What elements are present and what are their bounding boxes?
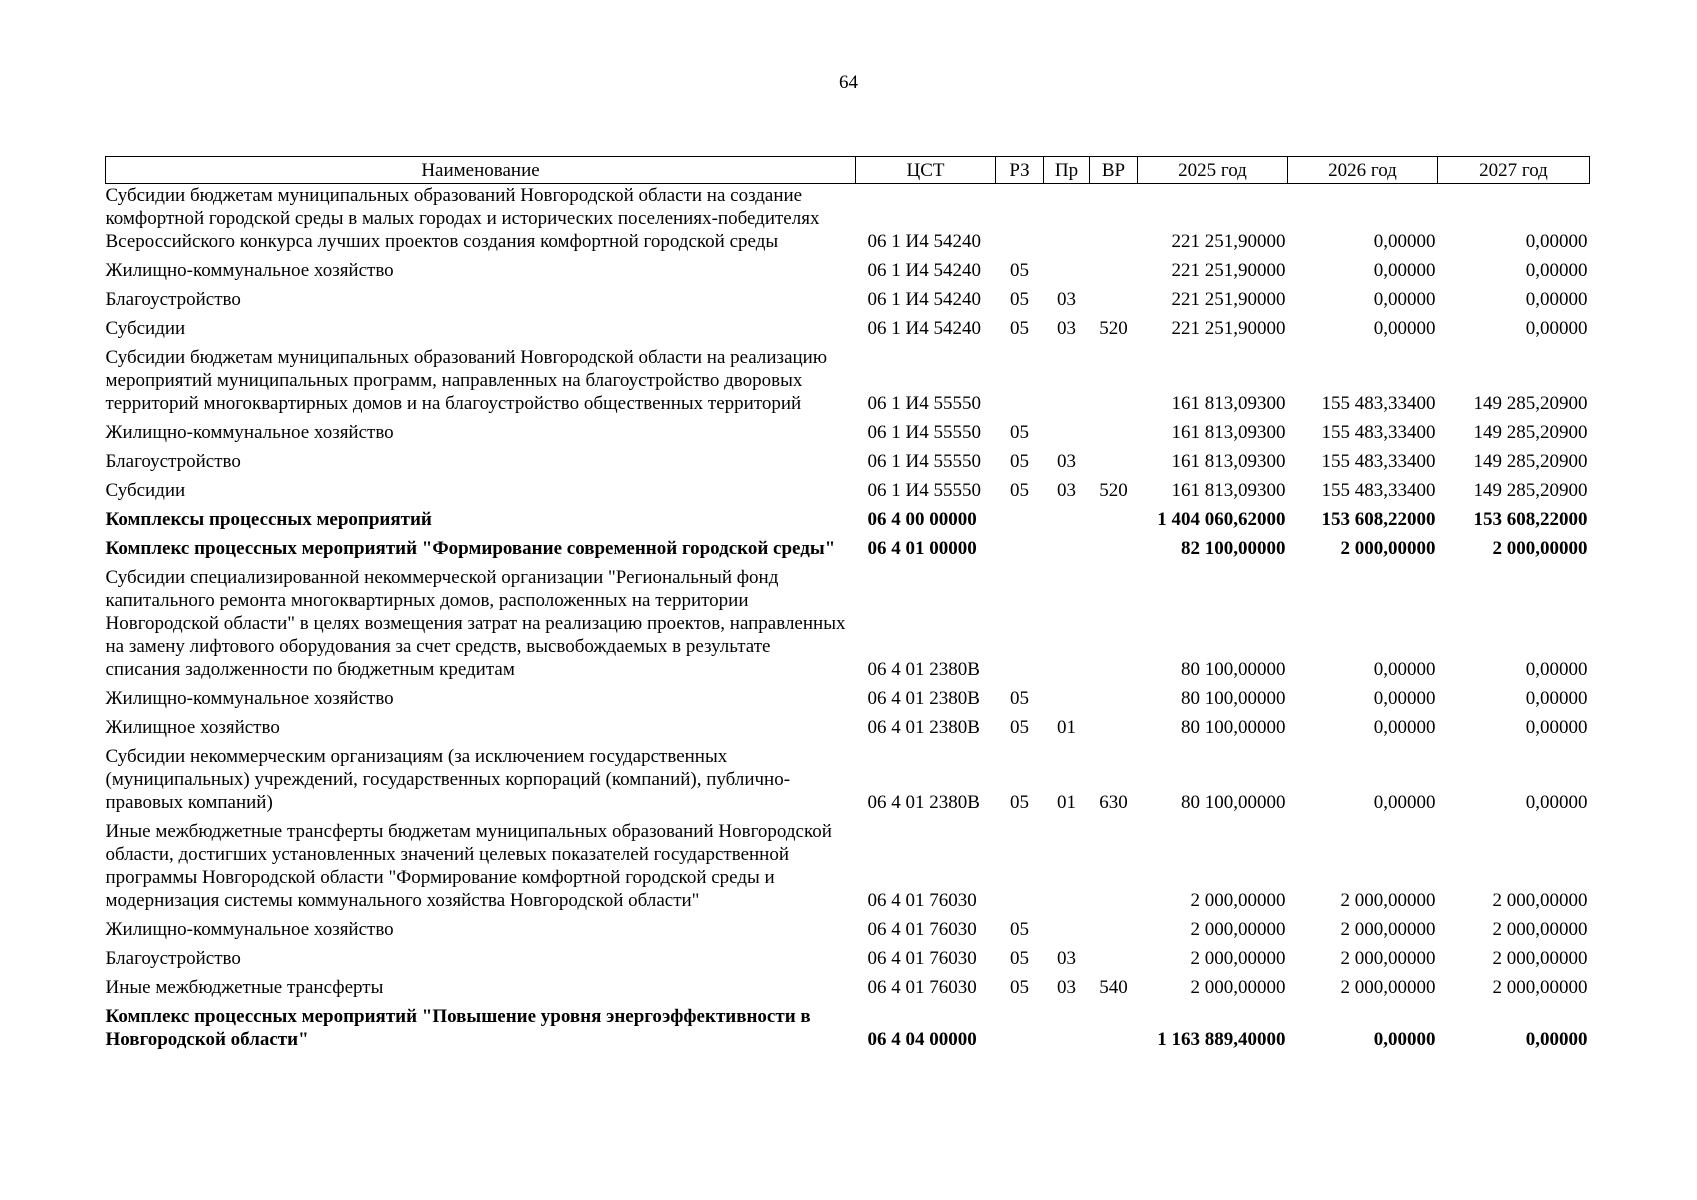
cell-name: Благоустройство bbox=[105, 451, 241, 472]
cell-pr bbox=[1044, 537, 1090, 566]
table-row bbox=[106, 918, 1590, 947]
cell-y2025: 221 251,90000 bbox=[1171, 318, 1286, 339]
cell-name: Жилищное хозяйство bbox=[105, 717, 280, 738]
cell-cst: 06 1 И4 55550 bbox=[867, 480, 981, 501]
cell-pr: 03 bbox=[1057, 451, 1076, 472]
cell-y2025: 161 813,09300 bbox=[1171, 422, 1286, 443]
cell-pr: 01 bbox=[1057, 792, 1076, 813]
cell-cst: 06 4 04 00000 bbox=[867, 1029, 977, 1050]
table-row bbox=[106, 716, 1590, 745]
cell-y2026: 2 000,00000 bbox=[1340, 890, 1436, 911]
cell-pr: 01 bbox=[1057, 717, 1076, 738]
cell-vr bbox=[1090, 918, 1138, 947]
cell-y2025: 221 251,90000 bbox=[1171, 260, 1286, 281]
cell-y2026: 2 000,00000 bbox=[1340, 538, 1436, 559]
table-row bbox=[106, 421, 1590, 450]
cell-y2026: 0,00000 bbox=[1373, 289, 1436, 310]
cell-y2026: 2 000,00000 bbox=[1340, 948, 1436, 969]
cell-pr bbox=[1044, 918, 1090, 947]
cell-y2025: 2 000,00000 bbox=[1190, 977, 1286, 998]
cell-y2025: 80 100,00000 bbox=[1181, 659, 1286, 680]
cell-pr: 03 bbox=[1057, 480, 1076, 501]
cell-y2026: 155 483,33400 bbox=[1321, 451, 1436, 472]
header-name: Наименование bbox=[106, 157, 856, 184]
table-row bbox=[106, 508, 1590, 537]
cell-rz bbox=[996, 820, 1044, 918]
table-row bbox=[106, 259, 1590, 288]
cell-rz bbox=[996, 566, 1044, 687]
cell-vr bbox=[1090, 947, 1138, 976]
table-row bbox=[106, 745, 1590, 820]
cell-y2026: 0,00000 bbox=[1373, 318, 1436, 339]
cell-y2025: 80 100,00000 bbox=[1181, 688, 1286, 709]
header-vr: ВР bbox=[1090, 157, 1138, 184]
cell-y2025: 161 813,09300 bbox=[1171, 393, 1286, 414]
cell-vr: 520 bbox=[1099, 318, 1128, 339]
cell-pr bbox=[1044, 259, 1090, 288]
cell-rz: 05 bbox=[1010, 948, 1029, 969]
cell-y2027: 0,00000 bbox=[1525, 659, 1588, 680]
table-row bbox=[106, 976, 1590, 1005]
cell-name: Субсидии бюджетам муниципальных образований Новгородской области на реализацию мероприятий муниципальных программ, направленных на благоустройство дворовых территорий многоквартирных домов и на благоустройство общественных территорий bbox=[105, 347, 828, 414]
cell-vr bbox=[1090, 820, 1138, 918]
page-number: 64 bbox=[839, 72, 858, 93]
cell-name: Жилищно-коммунальное хозяйство bbox=[105, 260, 394, 281]
cell-y2027: 0,00000 bbox=[1525, 688, 1588, 709]
cell-rz: 05 bbox=[1010, 717, 1029, 738]
cell-y2025: 221 251,90000 bbox=[1171, 231, 1286, 252]
cell-cst: 06 1 И4 55550 bbox=[867, 422, 981, 443]
cell-y2026: 155 483,33400 bbox=[1321, 480, 1436, 501]
cell-name: Жилищно-коммунальное хозяйство bbox=[105, 422, 394, 443]
cell-rz: 05 bbox=[1010, 451, 1029, 472]
cell-y2027: 0,00000 bbox=[1525, 1029, 1588, 1050]
cell-pr bbox=[1044, 1005, 1090, 1057]
cell-y2027: 0,00000 bbox=[1525, 792, 1588, 813]
header-pr: Пр bbox=[1044, 157, 1090, 184]
table-row bbox=[106, 450, 1590, 479]
cell-y2027: 0,00000 bbox=[1525, 260, 1588, 281]
cell-y2026: 155 483,33400 bbox=[1321, 393, 1436, 414]
cell-y2027: 0,00000 bbox=[1525, 289, 1588, 310]
table-body bbox=[106, 184, 1590, 1058]
table-header-row bbox=[106, 157, 1590, 184]
cell-y2026: 0,00000 bbox=[1373, 1029, 1436, 1050]
cell-y2026: 0,00000 bbox=[1373, 231, 1436, 252]
cell-pr: 03 bbox=[1057, 948, 1076, 969]
cell-cst: 06 1 И4 55550 bbox=[867, 393, 981, 414]
cell-rz: 05 bbox=[1010, 480, 1029, 501]
table-row bbox=[106, 947, 1590, 976]
header-cst: ЦСТ bbox=[856, 157, 996, 184]
cell-cst: 06 4 01 2380В bbox=[867, 717, 980, 738]
cell-rz bbox=[996, 537, 1044, 566]
cell-y2026: 153 608,22000 bbox=[1321, 509, 1436, 530]
cell-y2025: 1 163 889,40000 bbox=[1157, 1029, 1286, 1050]
cell-pr bbox=[1044, 566, 1090, 687]
table-row bbox=[106, 687, 1590, 716]
cell-vr bbox=[1090, 259, 1138, 288]
cell-vr bbox=[1090, 288, 1138, 317]
cell-y2027: 2 000,00000 bbox=[1492, 538, 1588, 559]
cell-cst: 06 1 И4 54240 bbox=[867, 231, 981, 252]
cell-y2027: 149 285,20900 bbox=[1473, 480, 1588, 501]
cell-rz bbox=[996, 1005, 1044, 1057]
cell-y2027: 149 285,20900 bbox=[1473, 422, 1588, 443]
cell-y2025: 161 813,09300 bbox=[1171, 480, 1286, 501]
cell-rz: 05 bbox=[1010, 792, 1029, 813]
cell-vr bbox=[1090, 537, 1138, 566]
cell-y2027: 149 285,20900 bbox=[1473, 451, 1588, 472]
cell-vr bbox=[1090, 1005, 1138, 1057]
budget-table bbox=[105, 156, 1590, 1057]
cell-pr bbox=[1044, 421, 1090, 450]
cell-pr bbox=[1044, 346, 1090, 421]
header-2025: 2025 год bbox=[1138, 157, 1288, 184]
cell-pr bbox=[1044, 508, 1090, 537]
cell-y2027: 0,00000 bbox=[1525, 717, 1588, 738]
cell-y2025: 82 100,00000 bbox=[1181, 538, 1286, 559]
cell-name: Субсидии некоммерческим организациям (за исключением государственных (муниципальных) учреждений, государственных корпораций (компаний), публично-правовых компаний) bbox=[105, 746, 791, 813]
cell-y2025: 2 000,00000 bbox=[1190, 919, 1286, 940]
cell-y2026: 0,00000 bbox=[1373, 717, 1436, 738]
cell-name: Благоустройство bbox=[105, 948, 241, 969]
cell-rz: 05 bbox=[1010, 260, 1029, 281]
table-row bbox=[106, 479, 1590, 508]
header-2026: 2026 год bbox=[1288, 157, 1438, 184]
cell-name: Субсидии бюджетам муниципальных образований Новгородской области на создание комфортной городской среды в малых городах и исторических поселениях-победителях Всероссийского конкурса лучших проектов создания комфортной городской среды bbox=[105, 185, 820, 252]
cell-y2027: 2 000,00000 bbox=[1492, 890, 1588, 911]
cell-name: Субсидии bbox=[105, 480, 186, 501]
table-row bbox=[106, 184, 1590, 260]
cell-vr: 520 bbox=[1099, 480, 1128, 501]
cell-y2026: 155 483,33400 bbox=[1321, 422, 1436, 443]
cell-pr: 03 bbox=[1057, 318, 1076, 339]
cell-pr bbox=[1044, 687, 1090, 716]
cell-name: Субсидии bbox=[105, 318, 186, 339]
cell-y2027: 2 000,00000 bbox=[1492, 948, 1588, 969]
cell-cst: 06 4 01 76030 bbox=[867, 919, 977, 940]
header-rz: РЗ bbox=[996, 157, 1044, 184]
cell-cst: 06 1 И4 54240 bbox=[867, 289, 981, 310]
cell-cst: 06 4 01 76030 bbox=[867, 977, 977, 998]
cell-pr: 03 bbox=[1057, 977, 1076, 998]
cell-vr bbox=[1090, 566, 1138, 687]
cell-y2027: 0,00000 bbox=[1525, 231, 1588, 252]
cell-rz: 05 bbox=[1010, 318, 1029, 339]
header-2027: 2027 год bbox=[1438, 157, 1590, 184]
cell-y2027: 149 285,20900 bbox=[1473, 393, 1588, 414]
cell-y2027: 0,00000 bbox=[1525, 318, 1588, 339]
cell-cst: 06 4 01 76030 bbox=[867, 890, 977, 911]
table-row bbox=[106, 537, 1590, 566]
cell-vr bbox=[1090, 450, 1138, 479]
cell-name: Иные межбюджетные трансферты бюджетам муниципальных образований Новгородской области, достигших установленных значений целевых показателей государственной программы Новгородской области "Формирование комфортной городской среды и модернизация системы коммунального хозяйства Новгородской области" bbox=[105, 821, 832, 911]
cell-y2026: 0,00000 bbox=[1373, 792, 1436, 813]
cell-y2026: 0,00000 bbox=[1373, 688, 1436, 709]
cell-rz bbox=[996, 346, 1044, 421]
cell-rz: 05 bbox=[1010, 977, 1029, 998]
cell-cst: 06 1 И4 54240 bbox=[867, 318, 981, 339]
cell-name: Комплексы процессных мероприятий bbox=[105, 509, 432, 530]
cell-cst: 06 4 01 2380В bbox=[867, 792, 980, 813]
cell-vr bbox=[1090, 687, 1138, 716]
table-row bbox=[106, 288, 1590, 317]
cell-y2026: 2 000,00000 bbox=[1340, 919, 1436, 940]
cell-y2026: 0,00000 bbox=[1373, 260, 1436, 281]
cell-y2025: 161 813,09300 bbox=[1171, 451, 1286, 472]
cell-pr: 03 bbox=[1057, 289, 1076, 310]
cell-rz bbox=[996, 184, 1044, 260]
cell-vr bbox=[1090, 421, 1138, 450]
cell-rz bbox=[996, 508, 1044, 537]
cell-cst: 06 4 01 00000 bbox=[867, 538, 977, 559]
cell-cst: 06 4 01 2380В bbox=[867, 659, 980, 680]
cell-y2027: 2 000,00000 bbox=[1492, 919, 1588, 940]
cell-vr bbox=[1090, 184, 1138, 260]
cell-y2025: 80 100,00000 bbox=[1181, 792, 1286, 813]
cell-y2025: 1 404 060,62000 bbox=[1157, 509, 1286, 530]
cell-y2025: 221 251,90000 bbox=[1171, 289, 1286, 310]
cell-y2027: 153 608,22000 bbox=[1473, 509, 1588, 530]
cell-vr: 540 bbox=[1099, 977, 1128, 998]
cell-y2025: 2 000,00000 bbox=[1190, 948, 1286, 969]
table-row bbox=[106, 346, 1590, 421]
cell-rz: 05 bbox=[1010, 422, 1029, 443]
cell-y2026: 0,00000 bbox=[1373, 659, 1436, 680]
cell-y2026: 2 000,00000 bbox=[1340, 977, 1436, 998]
cell-pr bbox=[1044, 184, 1090, 260]
table-row bbox=[106, 566, 1590, 687]
cell-pr bbox=[1044, 820, 1090, 918]
cell-cst: 06 1 И4 54240 bbox=[867, 260, 981, 281]
cell-rz: 05 bbox=[1010, 688, 1029, 709]
cell-name: Благоустройство bbox=[105, 289, 241, 310]
cell-cst: 06 4 00 00000 bbox=[867, 509, 977, 530]
cell-cst: 06 4 01 76030 bbox=[867, 948, 977, 969]
cell-vr: 630 bbox=[1099, 792, 1128, 813]
cell-vr bbox=[1090, 716, 1138, 745]
cell-name: Комплекс процессных мероприятий "Формирование современной городской среды" bbox=[105, 538, 836, 559]
table-row bbox=[106, 1005, 1590, 1057]
cell-y2027: 2 000,00000 bbox=[1492, 977, 1588, 998]
cell-vr bbox=[1090, 508, 1138, 537]
cell-name: Жилищно-коммунальное хозяйство bbox=[105, 919, 394, 940]
cell-rz: 05 bbox=[1010, 919, 1029, 940]
cell-y2025: 80 100,00000 bbox=[1181, 717, 1286, 738]
cell-name: Субсидии специализированной некоммерческой организации "Региональный фонд капитального ремонта многоквартирных домов, расположенных на территории Новгородской области" в целях возмещения затрат на реализацию проектов, направленных на замену лифтового оборудования за счет средств, высвобождаемых в результате списания задолженности по бюджетным кредитам bbox=[105, 567, 846, 680]
table-row bbox=[106, 820, 1590, 918]
cell-name: Жилищно-коммунальное хозяйство bbox=[105, 688, 394, 709]
table-row bbox=[106, 317, 1590, 346]
cell-cst: 06 4 01 2380В bbox=[867, 688, 980, 709]
cell-cst: 06 1 И4 55550 bbox=[867, 451, 981, 472]
cell-name: Комплекс процессных мероприятий "Повышение уровня энергоэффективности в Новгородской области" bbox=[105, 1006, 811, 1050]
cell-rz: 05 bbox=[1010, 289, 1029, 310]
cell-vr bbox=[1090, 346, 1138, 421]
cell-y2025: 2 000,00000 bbox=[1190, 890, 1286, 911]
cell-name: Иные межбюджетные трансферты bbox=[105, 977, 384, 998]
